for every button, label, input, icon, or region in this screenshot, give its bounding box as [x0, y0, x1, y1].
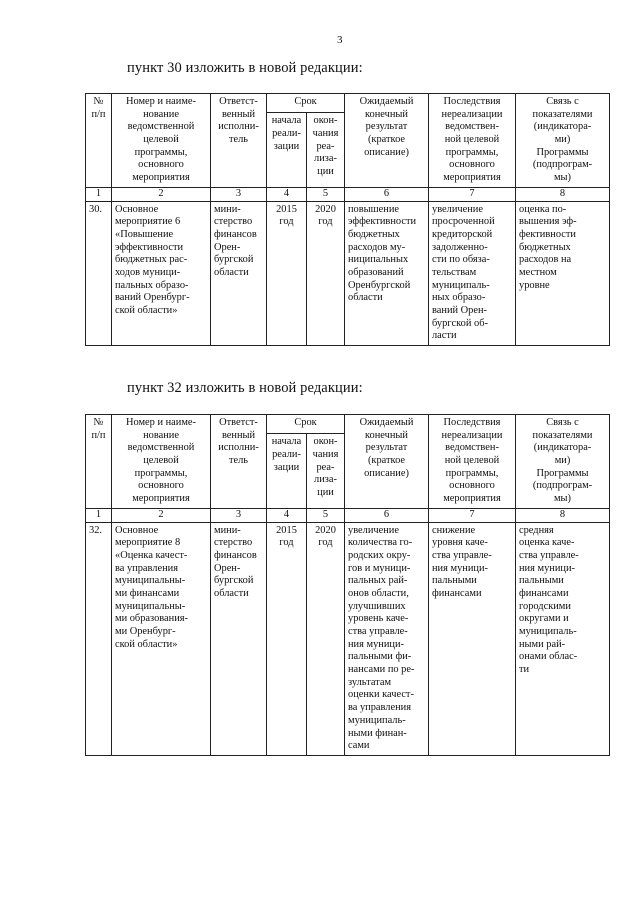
column-number: 5 [307, 187, 345, 201]
header-number: № п/п [86, 415, 112, 509]
column-number-row [86, 508, 610, 522]
row-expected-result: увеличение количества го- родских окру- гов и муници- пальных рай- онов области, улучшивших уровень каче- ства управле- ния муници- пальными фи- нансами по ре- зультатам оценки качест- ва управления муниципаль- ными финан- сами [345, 522, 429, 755]
row-end: 2020 год [307, 201, 345, 346]
table-row [86, 522, 610, 755]
row-indicator-link: оценка по- вышения эф- фективности бюджетных расходов на местном уровне [516, 201, 610, 346]
header-indicator-link: Связь с показателями (индикатора- ми) Программы (подпрограм- мы) [516, 415, 610, 509]
header-end: окон- чания реа- лиза- ции [307, 113, 345, 188]
section-heading-punkt-32: пункт 32 изложить в новой редакции: [127, 380, 363, 396]
table-punkt-30 [85, 93, 610, 346]
row-consequences: увеличение просроченной кредиторской задолженно- сти по обяза- тельствам муниципаль- ных образо- ваний Орен- бургской об- ласти [429, 201, 516, 346]
column-number: 4 [267, 508, 307, 522]
header-consequences: Последствия нереализации ведомствен- ной целевой программы, основного мероприятия [429, 415, 516, 509]
header-expected-result: Ожидаемый конечный результат (краткое описание) [345, 94, 429, 188]
row-start: 2015 год [267, 201, 307, 346]
column-number: 4 [267, 187, 307, 201]
header-program-name: Номер и наиме- нование ведомственной целевой программы, основного мероприятия [112, 415, 211, 509]
header-end: окон- чания реа- лиза- ции [307, 434, 345, 509]
row-number: 32. [86, 522, 112, 755]
column-number: 3 [211, 187, 267, 201]
column-number: 3 [211, 508, 267, 522]
column-number: 7 [429, 187, 516, 201]
column-number: 6 [345, 508, 429, 522]
row-responsible: мини- стерство финансов Орен- бургской области [211, 522, 267, 755]
column-number: 7 [429, 508, 516, 522]
row-consequences: снижение уровня каче- ства управле- ния муници- пальными финансами [429, 522, 516, 755]
header-program-name: Номер и наиме- нование ведомственной целевой программы, основного мероприятия [112, 94, 211, 188]
page-number: 3 [337, 34, 343, 46]
header-expected-result: Ожидаемый конечный результат (краткое описание) [345, 415, 429, 509]
header-start: начала реали- зации [267, 113, 307, 188]
header-consequences: Последствия нереализации ведомствен- ной целевой программы, основного мероприятия [429, 94, 516, 188]
header-number: № п/п [86, 94, 112, 188]
column-number: 8 [516, 187, 610, 201]
header-indicator-link: Связь с показателями (индикатора- ми) Программы (подпрограм- мы) [516, 94, 610, 188]
row-start: 2015 год [267, 522, 307, 755]
header-term: Срок [267, 94, 345, 113]
column-number: 2 [112, 508, 211, 522]
column-number: 6 [345, 187, 429, 201]
header-responsible: Ответст- венный исполни- тель [211, 415, 267, 509]
row-expected-result: повышение эффективности бюджетных расходов му- ниципальных образований Оренбургской области [345, 201, 429, 346]
row-responsible: мини- стерство финансов Орен- бургской области [211, 201, 267, 346]
column-number-row [86, 187, 610, 201]
row-program-name: Основное мероприятие 6 «Повышение эффективности бюджетных рас- ходов муници- пальных образо- ваний Оренбург- ской области» [112, 201, 211, 346]
header-start: начала реали- зации [267, 434, 307, 509]
row-indicator-link: средняя оценка каче- ства управле- ния муници- пальными финансами городскими округами и муниципаль- ными рай- онами облас- ти [516, 522, 610, 755]
column-number: 5 [307, 508, 345, 522]
row-program-name: Основное мероприятие 8 «Оценка качест- ва управления муниципальны- ми финансами муниципальны- ми образования- ми Оренбург- ской области» [112, 522, 211, 755]
section-heading-punkt-30: пункт 30 изложить в новой редакции: [127, 60, 363, 76]
table-header-row [86, 94, 610, 113]
row-end: 2020 год [307, 522, 345, 755]
column-number: 1 [86, 508, 112, 522]
header-responsible: Ответст- венный исполни- тель [211, 94, 267, 188]
table-row [86, 201, 610, 346]
column-number: 8 [516, 508, 610, 522]
table-punkt-32 [85, 414, 610, 756]
table-header-row [86, 415, 610, 434]
row-number: 30. [86, 201, 112, 346]
header-term: Срок [267, 415, 345, 434]
column-number: 2 [112, 187, 211, 201]
column-number: 1 [86, 187, 112, 201]
